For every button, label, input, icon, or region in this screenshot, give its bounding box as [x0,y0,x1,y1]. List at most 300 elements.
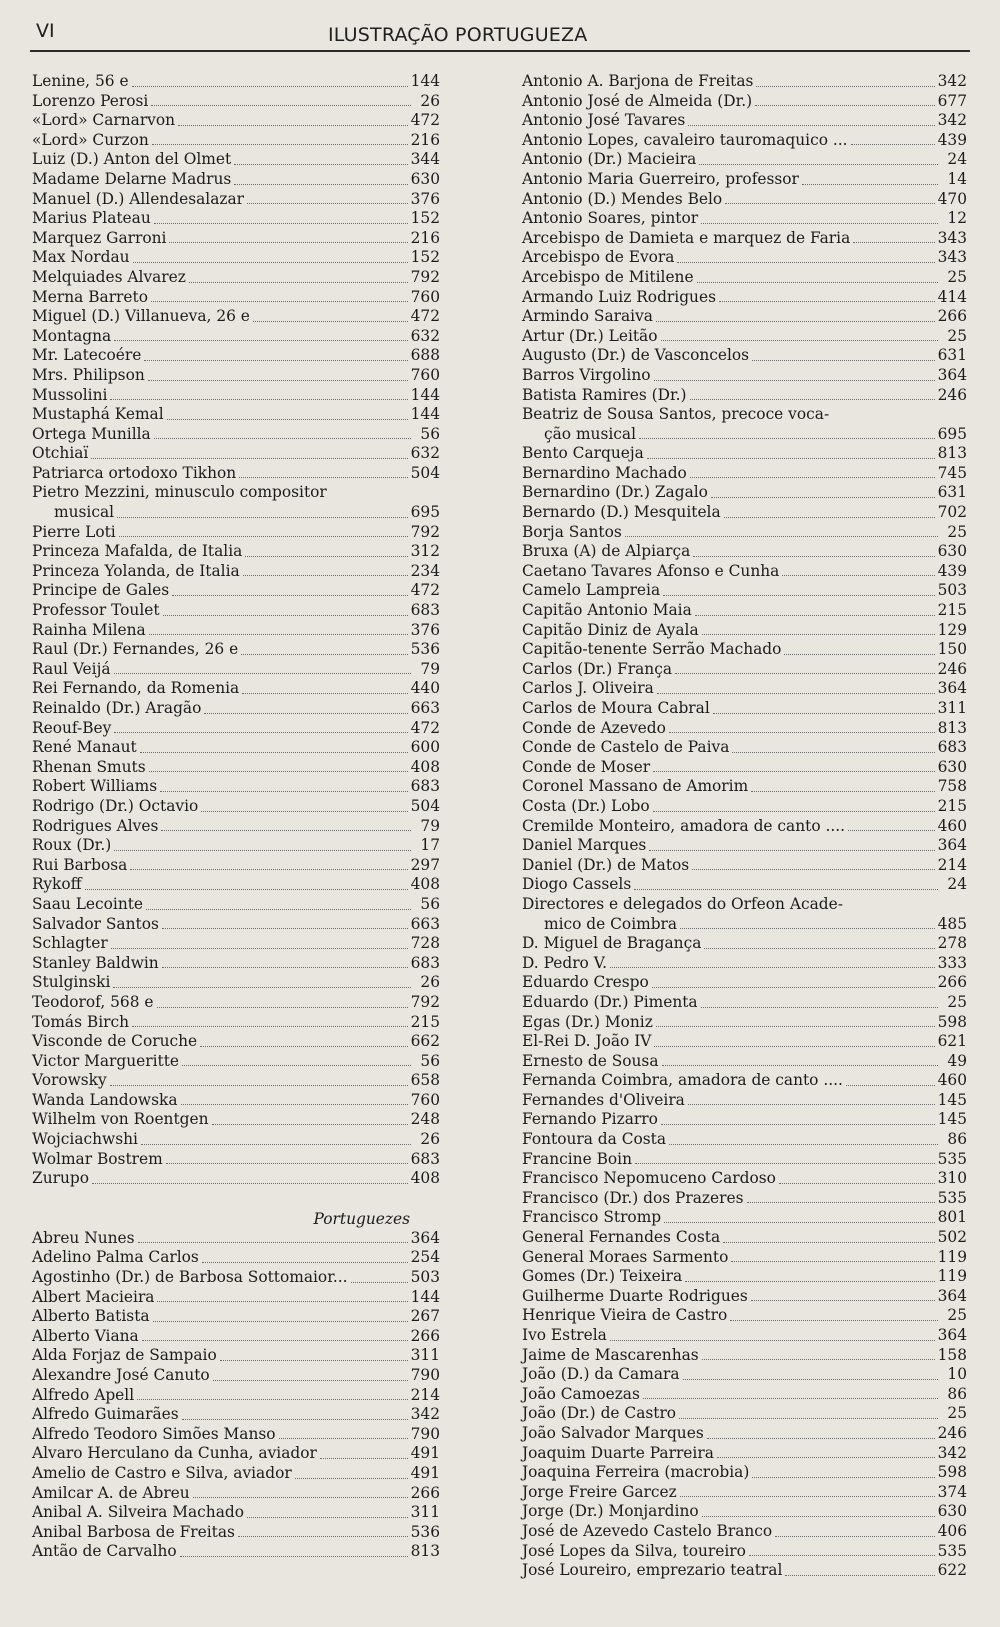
entry-name: Jaime de Mascarenhas [522,1345,699,1364]
entry-name: Reinaldo (Dr.) Aragão [32,699,202,717]
dot-leader [241,654,407,655]
entry-name: Conde de Castelo de Paiva [522,738,730,757]
entry-name: Arcebispo de Damieta e marquez de Faria [522,228,851,247]
index-entry [522,1502,967,1522]
entry-page: 502 [937,1228,967,1247]
entry-page: 536 [410,1522,440,1541]
dot-leader [154,438,411,439]
entry-name: Agostinho (Dr.) de Barbosa Sottomaior... [32,1268,348,1287]
index-entry [522,1091,967,1111]
index-entry [32,836,440,856]
entry-name: Eduardo Crespo [522,973,649,992]
entry-page: 129 [937,620,967,639]
entry-name: Armando Luiz Rodrigues [522,287,716,306]
entry-page: 630 [937,1502,967,1521]
index-entry [522,1444,967,1464]
dot-leader [719,301,935,302]
dot-leader [610,967,935,968]
dot-leader [245,556,407,557]
entry-page: 25 [947,326,967,345]
dot-leader [752,360,935,361]
dot-leader [730,1320,938,1321]
entry-name: Rodrigo (Dr.) Octavio [32,796,199,815]
index-entry [522,797,967,817]
entry-page: 344 [410,150,440,169]
dot-leader [114,340,407,341]
index-entry [522,1385,967,1405]
entry-page: 56 [420,894,440,913]
dot-leader [247,1517,408,1518]
index-entry [522,1071,967,1091]
entry-name: Lenine, 56 e [32,72,129,90]
index-entry [522,229,967,249]
entry-name: Roux (Dr.) [32,836,112,855]
dot-leader [752,1477,934,1478]
dot-leader [635,1163,935,1164]
entry-page: 311 [410,1503,440,1522]
index-entry [522,366,967,386]
index-entry [522,817,967,837]
entry-name: René Manaut [32,738,137,757]
entry-page: 145 [937,1090,967,1109]
index-entry [522,72,967,92]
entry-name: Princeza Yolanda, de Italia [32,561,240,580]
entry-name: Stulginski [32,973,111,992]
entry-name: Saau Lecointe [32,894,144,913]
dot-leader [166,1163,408,1164]
entry-page: 17 [420,836,440,855]
index-entry [522,542,967,562]
entry-page: 631 [937,483,967,502]
index-entry [522,934,967,954]
entry-page: 472 [410,111,440,130]
dot-leader [239,477,407,478]
dot-leader [242,693,407,694]
entry-name: Carlos (Dr.) França [522,659,673,678]
dot-leader [351,1282,408,1283]
dot-leader [114,732,407,733]
entry-name: Antonio José de Almeida (Dr.) [522,91,753,110]
entry-page: 364 [937,679,967,698]
entry-name: Directores e delegados do Orfeon Acade- [522,894,843,913]
index-entry [32,1307,440,1327]
dot-leader [680,1496,935,1497]
dot-leader [669,1144,938,1145]
dot-leader [656,321,935,322]
entry-name: General Fernandes Costa [522,1228,721,1247]
index-entry [32,1150,440,1170]
dot-leader [154,223,408,224]
dot-leader [711,497,935,498]
index-entry [522,836,967,856]
dot-leader [697,282,938,283]
entry-page: 246 [937,385,967,404]
entry-page: 26 [420,1130,440,1149]
index-entry [32,1110,440,1130]
entry-name: Montagna [32,326,112,345]
entry-page: 26 [420,91,440,110]
dot-leader [702,1516,935,1517]
index-entry [522,209,967,229]
entry-name: «Lord» Carnarvon [32,111,176,130]
index-entry [32,542,440,562]
header-rule [30,50,970,52]
index-entry [32,640,440,660]
index-entry [522,327,967,347]
entry-name: Cremilde Monteiro, amadora de canto .... [522,816,846,835]
index-entry [32,1464,440,1484]
index-entry [32,425,440,445]
dot-leader [669,732,935,733]
entry-name-continued: musical [54,503,115,522]
index-entry [32,150,440,170]
entry-name: Wilhelm von Roentgen [32,1110,209,1129]
left-column [32,72,440,1562]
entry-page: 25 [947,992,967,1011]
dot-leader [702,634,935,635]
entry-name: Jorge (Dr.) Monjardino [522,1502,699,1521]
entry-name: Antonio Soares, pintor [522,209,699,228]
entry-name: Conde de Azevedo [522,718,666,737]
entry-name: Mussolini [32,385,108,404]
index-entry [32,111,440,131]
dot-leader [92,1183,408,1184]
entry-name: Artur (Dr.) Leitão [522,326,658,345]
entry-page: 460 [937,816,967,835]
entry-name: Batista Ramires (Dr.) [522,385,687,404]
index-entry [32,581,440,601]
entry-page: 86 [947,1130,967,1149]
right-column [522,72,967,1581]
entry-page: 470 [937,189,967,208]
index-entry [522,640,967,660]
dot-leader [152,144,408,145]
entry-page: 632 [410,326,440,345]
dot-leader [690,399,935,400]
dot-leader [201,811,407,812]
entry-page: 79 [420,659,440,678]
index-entry [32,1346,440,1366]
entry-name: José Lopes da Silva, toureiro [522,1541,746,1560]
index-entry [32,1229,440,1249]
index-entry [522,346,967,366]
entry-page: 460 [937,1071,967,1090]
entry-name: Antonio A. Barjona de Freitas [522,72,754,90]
entry-page: 216 [410,228,440,247]
dot-leader [693,556,934,557]
page-number: VI [36,20,55,42]
entry-page: 216 [410,130,440,149]
entry-name: Marquez Garroni [32,228,167,247]
entry-name: Zurupo [32,1169,89,1188]
dot-leader [653,771,935,772]
entry-page: 439 [937,561,967,580]
entry-name: Ernesto de Sousa [522,1051,659,1070]
entry-page: 600 [410,738,440,757]
entry-name: Victor Margueritte [32,1051,180,1070]
entry-page: 630 [937,757,967,776]
index-entry [522,719,967,739]
entry-page: 342 [410,1405,440,1424]
index-entry [522,1052,967,1072]
index-entry [32,229,440,249]
entry-page: 364 [410,1228,440,1247]
entry-name: Gomes (Dr.) Teixeira [522,1267,683,1286]
entry-name: Guilherme Duarte Rodrigues [522,1286,748,1305]
dot-leader [732,752,934,753]
entry-page: 364 [937,836,967,855]
entry-page: 688 [410,346,440,365]
entry-name: Pietro Mezzini, minusculo compositor [32,483,327,502]
dot-leader [751,1300,935,1301]
entry-page: 79 [420,816,440,835]
entry-page: 144 [410,1287,440,1306]
entry-name: Luiz (D.) Anton del Olmet [32,150,232,169]
entry-page: 621 [937,1032,967,1051]
dot-leader [132,1026,408,1027]
index-entry [32,601,440,621]
entry-name: Bento Carqueja [522,444,644,463]
entry-name: Mr. Latecoére [32,346,142,365]
entry-page: 472 [410,718,440,737]
entry-page: 12 [947,209,967,228]
entry-name: Vorowsky [32,1071,107,1090]
entry-name: Pierre Loti [32,522,116,541]
index-entry [32,993,440,1013]
entry-page: 760 [410,1090,440,1109]
index-entry [32,1386,440,1406]
dot-leader [634,889,938,890]
entry-page: 491 [410,1444,440,1463]
entry-page: 758 [937,777,967,796]
entry-name: Rui Barbosa [32,855,128,874]
entry-name: Francisco (Dr.) dos Prazeres [522,1188,744,1207]
index-entry [32,562,440,582]
dot-leader [664,1222,934,1223]
index-entry [32,1523,440,1543]
index-entry [522,1169,967,1189]
dot-leader [153,1321,408,1322]
entry-page: 266 [410,1483,440,1502]
dot-leader [688,125,934,126]
entry-name: Arcebispo de Evora [522,248,675,267]
entry-name: Alda Forjaz de Sampaio [32,1346,217,1365]
dot-leader [782,575,934,576]
entry-name: João Camoezas [522,1384,640,1403]
dot-leader [213,1380,408,1381]
dot-leader [181,1104,408,1105]
index-entry [522,1483,967,1503]
entry-page: 491 [410,1463,440,1482]
entry-page: 632 [410,444,440,463]
index-entry [32,131,440,151]
entry-page: 311 [410,1346,440,1365]
entry-page: 683 [410,1149,440,1168]
dot-leader [675,673,935,674]
entry-page: 254 [410,1248,440,1267]
entry-page: 56 [420,424,440,443]
dot-leader [119,536,408,537]
index-entry [32,288,440,308]
entry-name: Mustaphá Kemal [32,405,164,424]
entry-name: Anibal Barbosa de Freitas [32,1522,235,1541]
entry-name: Antonio (D.) Mendes Belo [522,189,723,208]
dot-leader [785,1575,934,1576]
entry-page: 790 [410,1366,440,1384]
dot-leader [688,1104,935,1105]
dot-leader [701,223,938,224]
entry-page: 311 [937,699,967,717]
index-list-portuguese [32,1229,440,1562]
index-entry [522,1208,967,1228]
entry-name: Borja Santos [522,522,622,541]
dot-leader [656,1026,935,1027]
entry-name: Reouf-Bey [32,718,112,737]
dot-leader [243,575,408,576]
entry-name: Ortega Munilla [32,424,151,443]
entry-name: Capitão Antonio Maia [522,601,692,620]
entry-page: 535 [937,1149,967,1168]
dot-leader [133,262,408,263]
index-entry [32,758,440,778]
index-entry [522,1365,967,1385]
dot-leader [649,850,934,851]
index-entry [522,1522,967,1542]
dot-leader [784,654,934,655]
dot-leader [172,595,407,596]
entry-name: Conde de Moser [522,757,651,776]
entry-name: Carlos J. Oliveira [522,679,654,698]
entry-page: 266 [410,1326,440,1345]
entry-name: Antonio Maria Guerreiro, professor [522,169,799,188]
index-entry [32,1425,440,1445]
index-entry [32,817,440,837]
entry-page: 663 [410,699,440,717]
entry-name: Joaquim Duarte Parreira [522,1443,714,1462]
entry-page: 374 [937,1482,967,1501]
entry-name: Alvaro Herculano da Cunha, aviador [32,1444,317,1463]
entry-name: Alexandre José Canuto [32,1366,210,1384]
entry-name: Bernardino Machado [522,463,687,482]
dot-leader [639,438,935,439]
entry-page: 10 [947,1365,967,1384]
dot-leader [180,1556,408,1557]
dot-leader [189,282,408,283]
index-entry [522,1150,967,1170]
dot-leader [110,1085,408,1086]
dot-leader [151,105,411,106]
dot-leader [182,1419,408,1420]
entry-page: 234 [410,561,440,580]
entry-page: 472 [410,307,440,326]
entry-page: 342 [937,111,967,130]
entry-page: 152 [410,248,440,267]
index-entry [32,1169,440,1189]
index-list-foreign [32,72,440,1189]
dot-leader [756,86,934,87]
dot-leader [751,791,934,792]
entry-name: Princeza Mafalda, de Italia [32,542,243,561]
entry-page: 376 [410,189,440,208]
entry-name: Amilcar A. de Abreu [32,1483,190,1502]
entry-name: Francisco Nepomuceno Cardoso [522,1169,776,1188]
entry-page: 24 [947,150,967,169]
entry-name: Capitão-tenente Serrão Machado [522,640,782,659]
dot-leader [234,184,407,185]
entry-page: 662 [410,1032,440,1051]
dot-leader [111,948,408,949]
index-entry [522,1326,967,1346]
entry-name: Wojciachwshi [32,1130,138,1149]
entry-page: 658 [410,1071,440,1090]
entry-page: 24 [947,875,967,894]
index-entry [32,366,440,386]
entry-page: 663 [410,914,440,933]
entry-name: Antonio (Dr.) Macieira [522,150,697,169]
index-entry [522,601,967,621]
entry-name: Tomás Birch [32,1012,130,1031]
index-entry [522,679,967,699]
index-entry [522,758,967,778]
index-entry [32,934,440,954]
dot-leader [161,830,411,831]
entry-page: 414 [937,287,967,306]
entry-page: 792 [410,267,440,286]
dot-leader [138,1242,408,1243]
entry-page: 813 [937,718,967,737]
index-entry [32,699,440,719]
index-entry [522,1404,967,1424]
entry-name-continued: mico de Coimbra [544,914,678,933]
entry-page: 792 [410,522,440,541]
index-entry [522,562,967,582]
index-entry [32,1032,440,1052]
dot-leader [149,771,408,772]
entry-name: Diogo Cassels [522,875,632,894]
entry-name: Augusto (Dr.) de Vasconcelos [522,346,750,365]
entry-page: 214 [937,855,967,874]
entry-name: Rodrigues Alves [32,816,159,835]
entry-name: Melquiades Alvarez [32,267,186,286]
dot-leader [701,1007,938,1008]
index-entry [32,856,440,876]
dot-leader [690,477,935,478]
entry-name: Coronel Massano de Amorim [522,777,749,796]
index-entry [522,1306,967,1326]
entry-page: 376 [410,620,440,639]
entry-name: Lorenzo Perosi [32,91,149,110]
entry-page: 535 [937,1541,967,1560]
dot-leader [151,301,408,302]
entry-name: Fernandes d'Oliveira [522,1090,685,1109]
entry-page: 246 [937,1423,967,1442]
entry-page: 267 [410,1307,440,1326]
entry-page: 630 [937,542,967,561]
index-entry [32,1052,440,1072]
entry-name: Fernando Pizarro [522,1110,658,1129]
entry-name: Beatriz de Sousa Santos, precoce voca- [522,405,830,424]
dot-leader [178,125,408,126]
entry-page: 278 [937,934,967,953]
index-entry [522,660,967,680]
index-entry [522,444,967,464]
entry-page: 728 [410,934,440,953]
entry-page: 440 [410,679,440,698]
index-entry [522,268,967,288]
index-entry [522,1130,967,1150]
index-entry [32,170,440,190]
entry-page: 485 [937,914,967,933]
